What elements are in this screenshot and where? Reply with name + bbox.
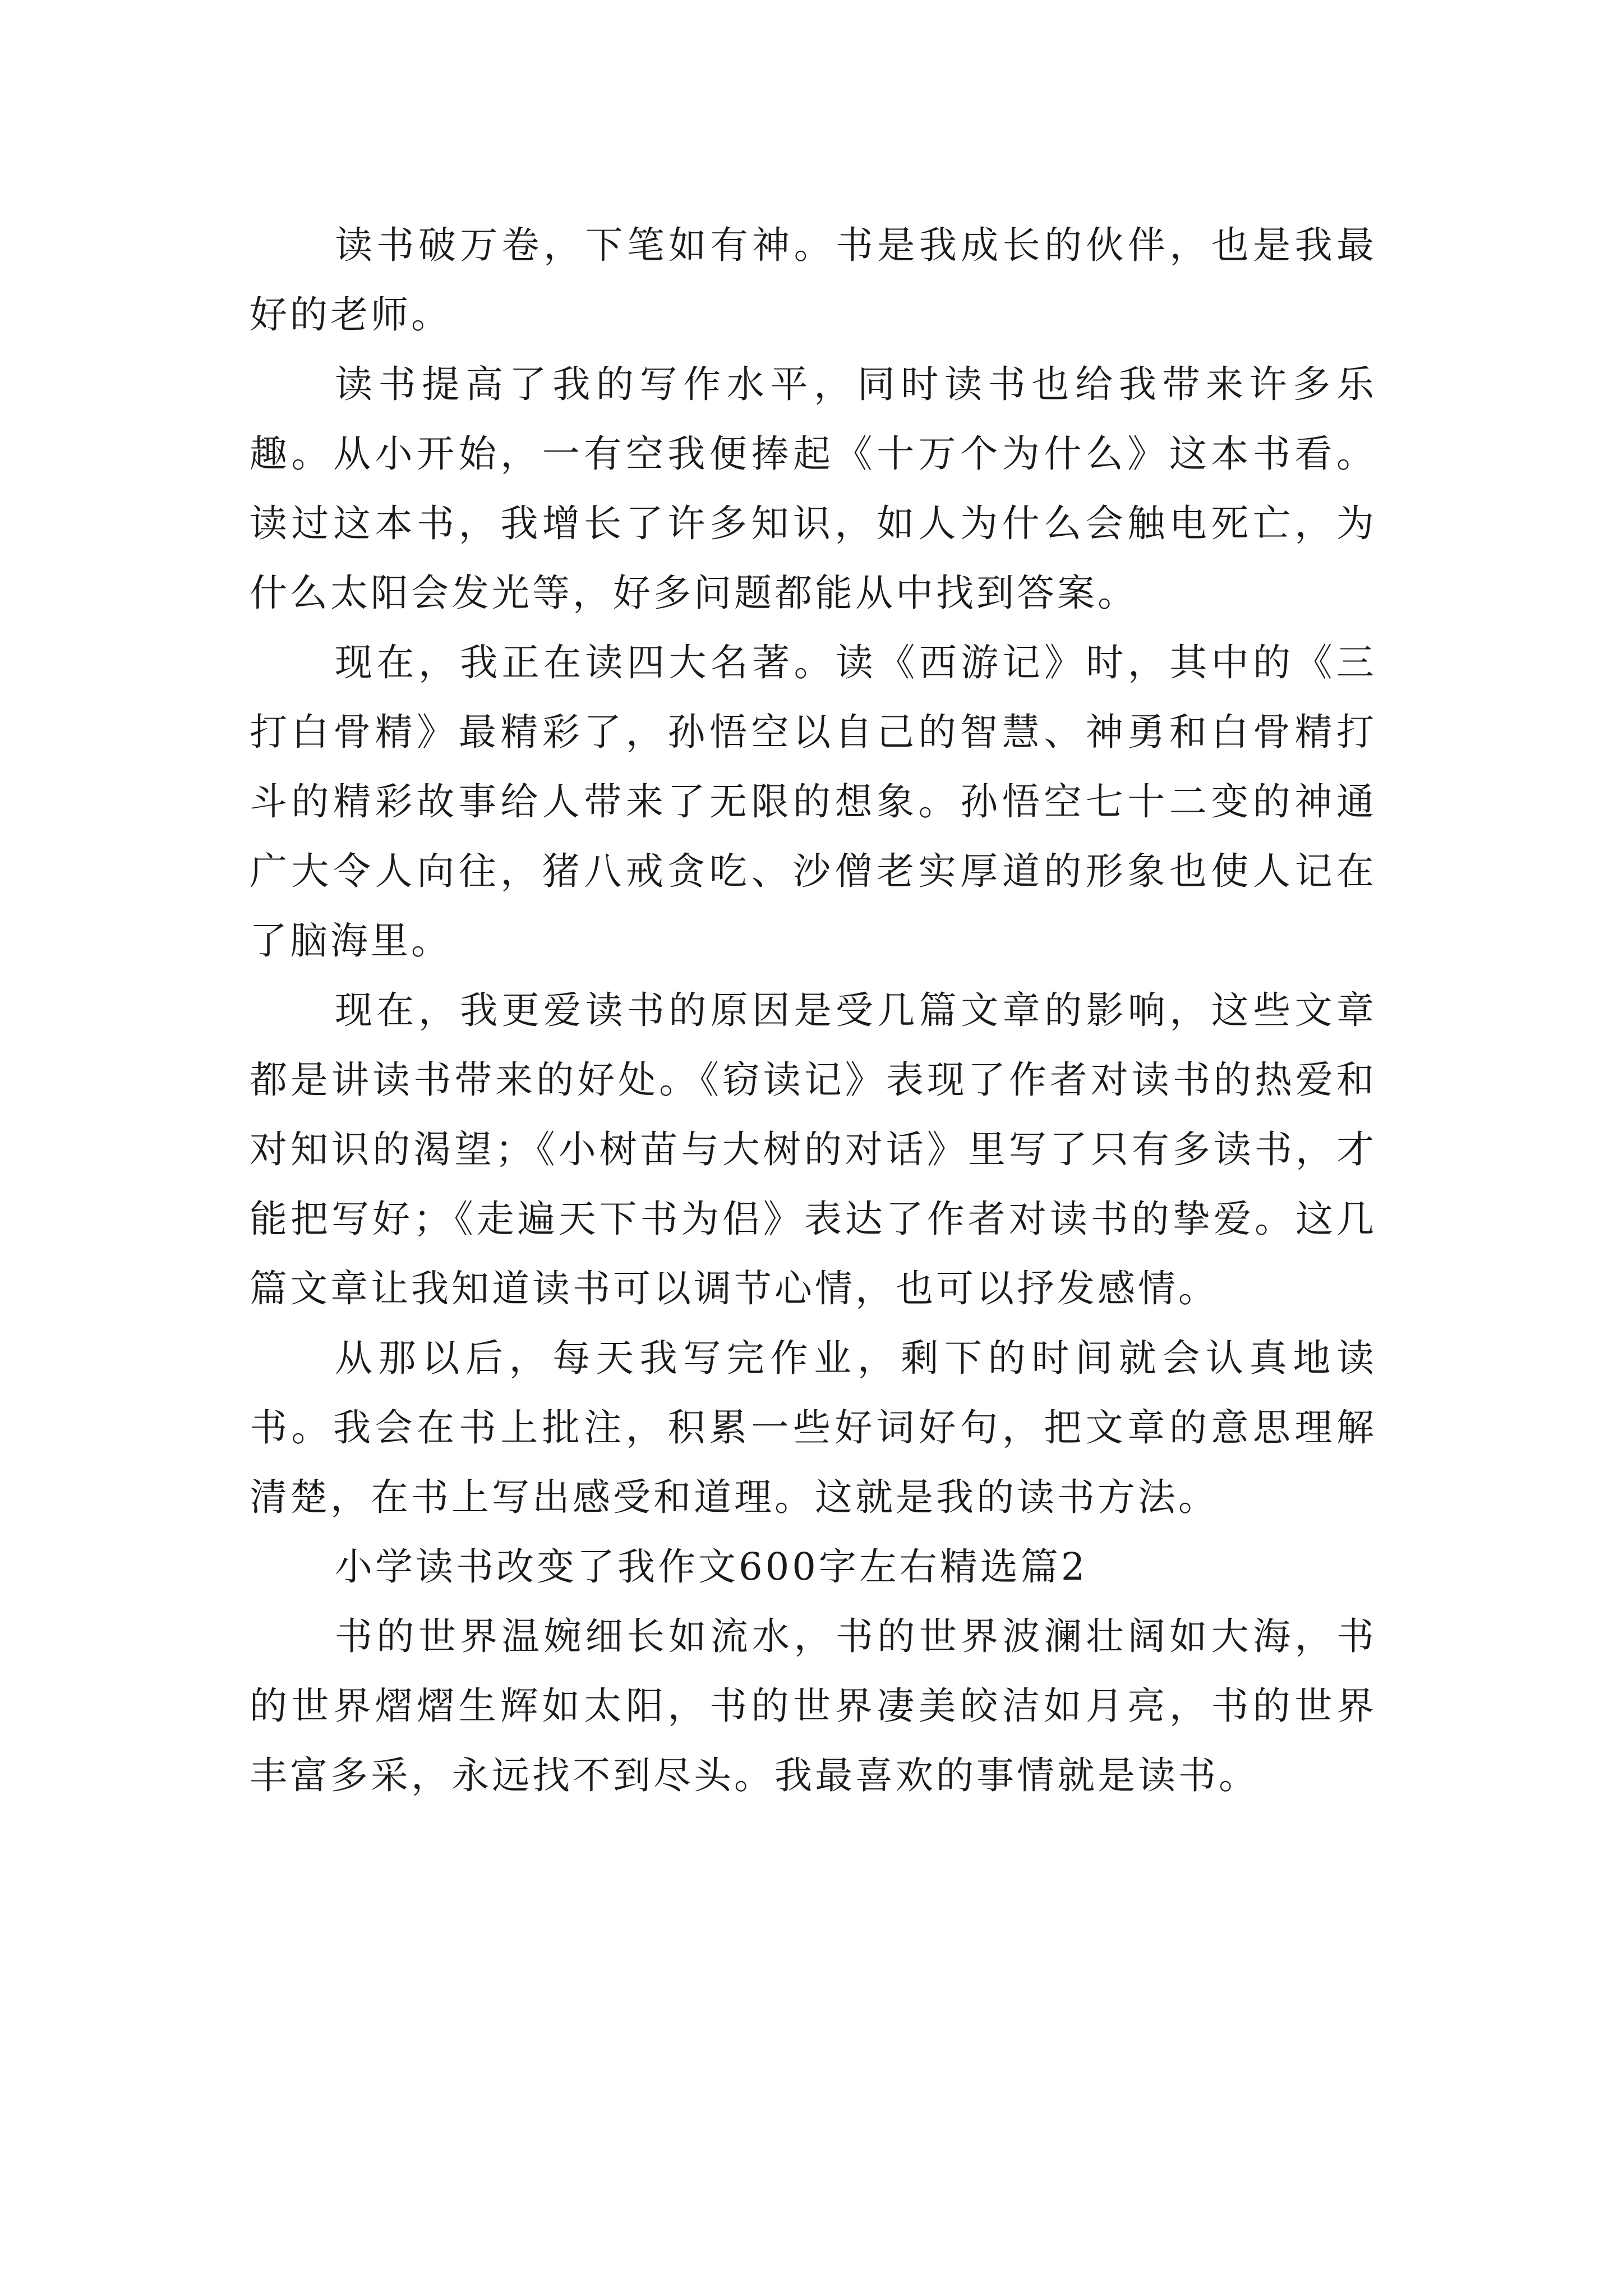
paragraph-3: 现在，我正在读四大名著。读《西游记》时，其中的《三打白骨精》最精彩了，孙悟空以自己的智慧、神勇和白骨精打斗的精彩故事给人带来了无限的想象。孙悟空七十二变的神通广大令人向往，猪八戒贪吃、沙僧老实厚道的形象也使人记在了脑海里。 bbox=[250, 641, 1377, 963]
document-body bbox=[250, 210, 1377, 1810]
section-heading: 小学读书改变了我作文600字左右精选篇2 bbox=[335, 1545, 1088, 1589]
paragraph-4: 现在，我更爱读书的原因是受几篇文章的影响，这些文章都是讲读书带来的好处。《窃读记》表现了作者对读书的热爱和对知识的渴望；《小树苗与大树的对话》里写了只有多读书，才能把写好；《走遍天下书为侣》表达了作者对读书的挚爱。这几篇文章让我知道读书可以调节心情，也可以抒发感情。 bbox=[250, 988, 1377, 1310]
paragraph-1: 读书破万卷，下笔如有神。书是我成长的伙伴，也是我最好的老师。 bbox=[250, 223, 1377, 337]
paragraph-closing: 书的世界温婉细长如流水，书的世界波澜壮阔如大海，书的世界熠熠生辉如太阳，书的世界凄美皎洁如月亮，书的世界丰富多采，永远找不到尽头。我最喜欢的事情就是读书。 bbox=[250, 1614, 1377, 1797]
paragraph-2: 读书提高了我的写作水平，同时读书也给我带来许多乐趣。从小开始，一有空我便捧起《十万个为什么》这本书看。读过这本书，我增长了许多知识，如人为什么会触电死亡，为什么太阳会发光等，好多问题都能从中找到答案。 bbox=[250, 362, 1377, 615]
paragraph-5: 从那以后，每天我写完作业，剩下的时间就会认真地读书。我会在书上批注，积累一些好词好句，把文章的意思理解清楚，在书上写出感受和道理。这就是我的读书方法。 bbox=[250, 1336, 1377, 1519]
